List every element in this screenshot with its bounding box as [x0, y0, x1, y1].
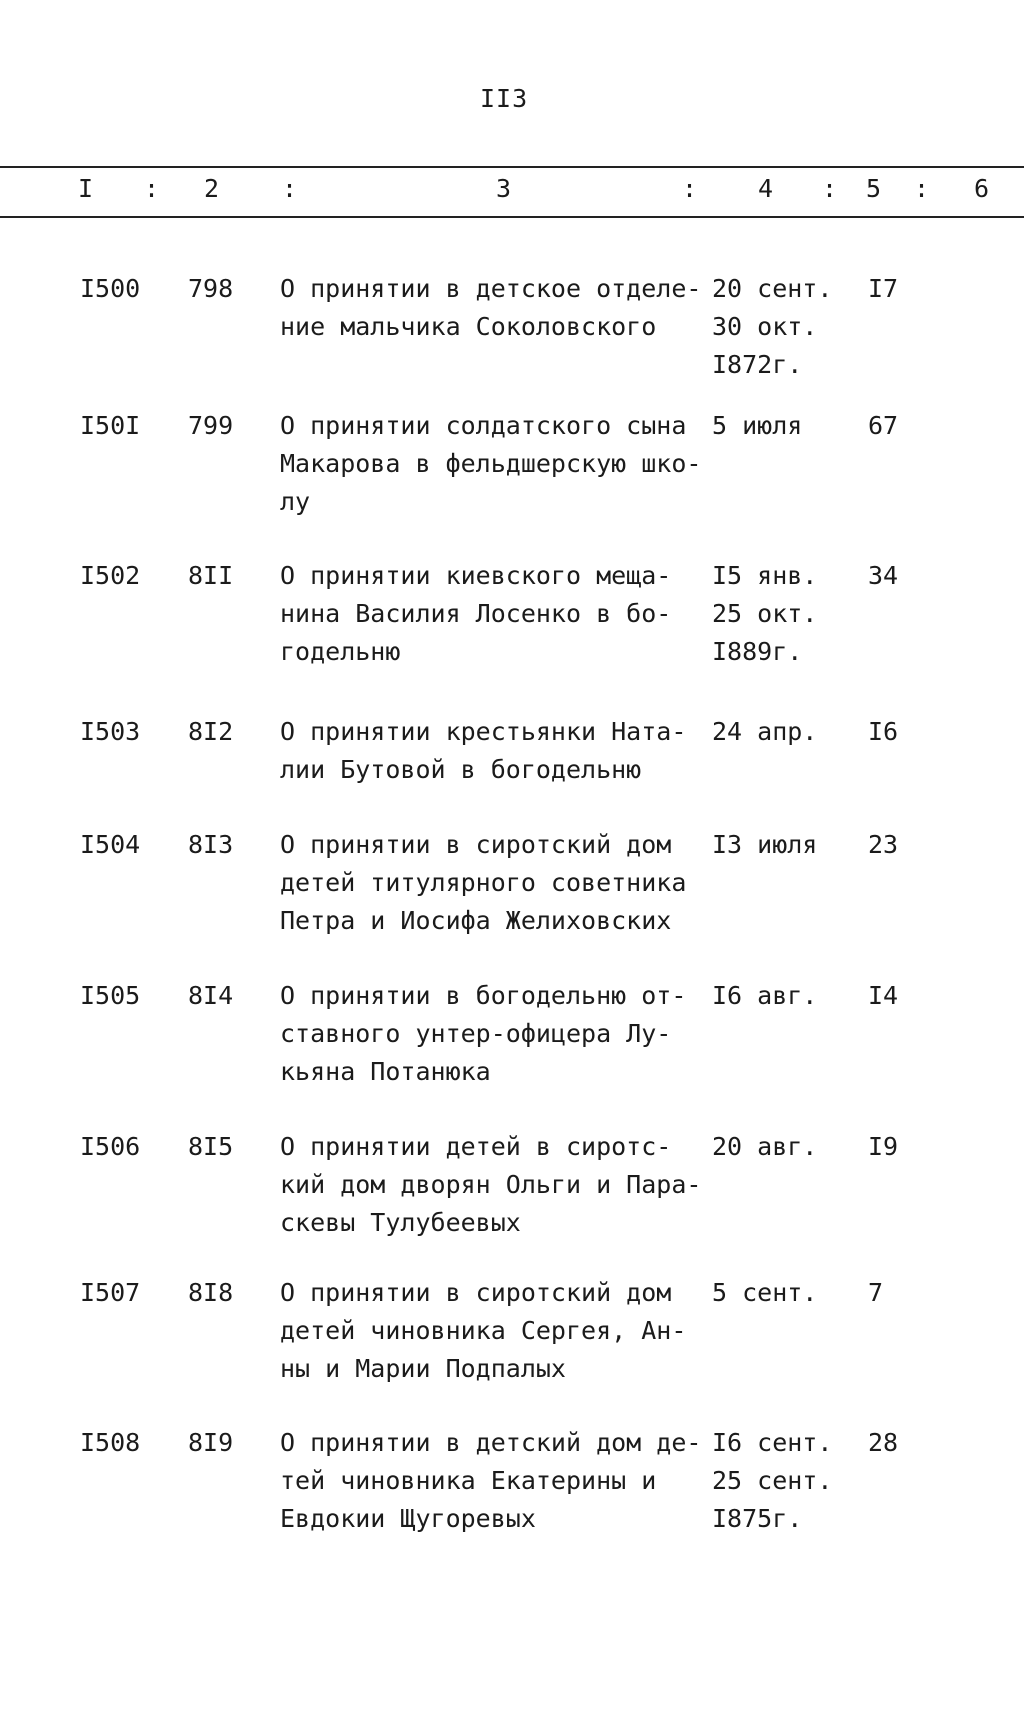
file-number: 798	[188, 274, 234, 303]
entry-number: I506	[80, 1132, 141, 1161]
title-line: О принятии киевского меща-	[280, 561, 672, 590]
header-col4: 4	[758, 174, 774, 203]
title-line: ны и Марии Подпалых	[280, 1354, 566, 1383]
date-line: 24 апр.	[712, 717, 818, 746]
title-line: О принятии в сиротский дом	[280, 830, 672, 859]
entry-number: I504	[80, 830, 141, 859]
title-line: ние мальчика Соколовского	[280, 312, 657, 341]
entry-title	[280, 557, 720, 671]
entry-title	[280, 1274, 720, 1388]
title-line: О принятии в богодельню от-	[280, 981, 687, 1010]
entry-number: I500	[80, 274, 141, 303]
entry-dates	[712, 713, 817, 751]
file-number: 8I4	[188, 981, 234, 1010]
title-line: О принятии солдатского сына	[280, 411, 687, 440]
file-number: 8I8	[188, 1278, 234, 1307]
date-line: I872г.	[712, 350, 803, 379]
sheet-count: 28	[868, 1428, 899, 1457]
entry-number: I503	[80, 717, 141, 746]
entry-number: I508	[80, 1428, 141, 1457]
header-separator: :	[914, 174, 930, 203]
header-col1: I	[78, 174, 94, 203]
file-number: 8I9	[188, 1428, 234, 1457]
title-line: кий дом дворян Ольги и Пара-	[280, 1170, 702, 1199]
header-col2: 2	[204, 174, 220, 203]
title-line: лии Бутовой в богодельню	[280, 755, 642, 784]
title-line: Петра и Иосифа Желиховских	[280, 906, 672, 935]
title-line: Макарова в фельдшерскую шко-	[280, 449, 702, 478]
sheet-count: I4	[868, 981, 899, 1010]
sheet-count: 34	[868, 561, 899, 590]
title-line: лу	[280, 487, 311, 516]
title-line: О принятии в детский дом де-	[280, 1428, 702, 1457]
date-line: I875г.	[712, 1504, 803, 1533]
entry-number: I502	[80, 561, 141, 590]
entry-title	[280, 1128, 720, 1242]
page-number: II3	[480, 84, 529, 113]
header-col3: 3	[496, 174, 512, 203]
entry-dates	[712, 557, 817, 671]
header-col5: 5	[866, 174, 882, 203]
entry-title	[280, 713, 720, 789]
sheet-count: I6	[868, 717, 899, 746]
header-col6: 6	[974, 174, 990, 203]
title-line: О принятии крестьянки Ната-	[280, 717, 687, 746]
title-line: нина Василия Лосенко в бо-	[280, 599, 672, 628]
date-line: I5 янв.	[712, 561, 818, 590]
entry-dates	[712, 270, 832, 384]
entry-number: I507	[80, 1278, 141, 1307]
title-line: О принятии в детское отделе-	[280, 274, 702, 303]
title-line: кьяна Потанюка	[280, 1057, 491, 1086]
entry-title	[280, 407, 720, 521]
entry-dates	[712, 977, 817, 1015]
title-line: скевы Тулубеевых	[280, 1208, 521, 1237]
file-number: 8II	[188, 561, 234, 590]
entry-title	[280, 977, 720, 1091]
date-line: I889г.	[712, 637, 803, 666]
header-separator: :	[282, 174, 298, 203]
date-line: 30 окт.	[712, 312, 818, 341]
title-line: тей чиновника Екатерины и	[280, 1466, 657, 1495]
entry-dates	[712, 1128, 817, 1166]
header-top-rule	[0, 166, 1024, 168]
entry-dates	[712, 1424, 832, 1538]
file-number: 799	[188, 411, 234, 440]
title-line: О принятии в сиротский дом	[280, 1278, 672, 1307]
title-line: годельню	[280, 637, 401, 666]
entry-number: I505	[80, 981, 141, 1010]
date-line: 25 окт.	[712, 599, 818, 628]
entry-title	[280, 1424, 720, 1538]
entry-title	[280, 826, 720, 940]
file-number: 8I5	[188, 1132, 234, 1161]
date-line: I3 июля	[712, 830, 818, 859]
entry-dates	[712, 1274, 817, 1312]
file-number: 8I3	[188, 830, 234, 859]
date-line: 20 сент.	[712, 274, 833, 303]
entry-dates	[712, 826, 817, 864]
sheet-count: 7	[868, 1278, 884, 1307]
sheet-count: I7	[868, 274, 899, 303]
date-line: 20 авг.	[712, 1132, 818, 1161]
date-line: I6 сент.	[712, 1428, 833, 1457]
sheet-count: 67	[868, 411, 899, 440]
date-line: 5 сент.	[712, 1278, 818, 1307]
header-bottom-rule	[0, 216, 1024, 218]
entry-title	[280, 270, 720, 346]
entry-dates	[712, 407, 802, 445]
title-line: Евдокии Щугоревых	[280, 1504, 536, 1533]
date-line: I6 авг.	[712, 981, 818, 1010]
title-line: детей титулярного советника	[280, 868, 687, 897]
file-number: 8I2	[188, 717, 234, 746]
header-separator: :	[144, 174, 160, 203]
header-separator: :	[822, 174, 838, 203]
title-line: ставного унтер-офицера Лу-	[280, 1019, 672, 1048]
title-line: О принятии детей в сиротс-	[280, 1132, 672, 1161]
date-line: 5 июля	[712, 411, 803, 440]
title-line: детей чиновника Сергея, Ан-	[280, 1316, 687, 1345]
header-separator: :	[682, 174, 698, 203]
entry-number: I50I	[80, 411, 141, 440]
sheet-count: I9	[868, 1132, 899, 1161]
sheet-count: 23	[868, 830, 899, 859]
date-line: 25 сент.	[712, 1466, 833, 1495]
